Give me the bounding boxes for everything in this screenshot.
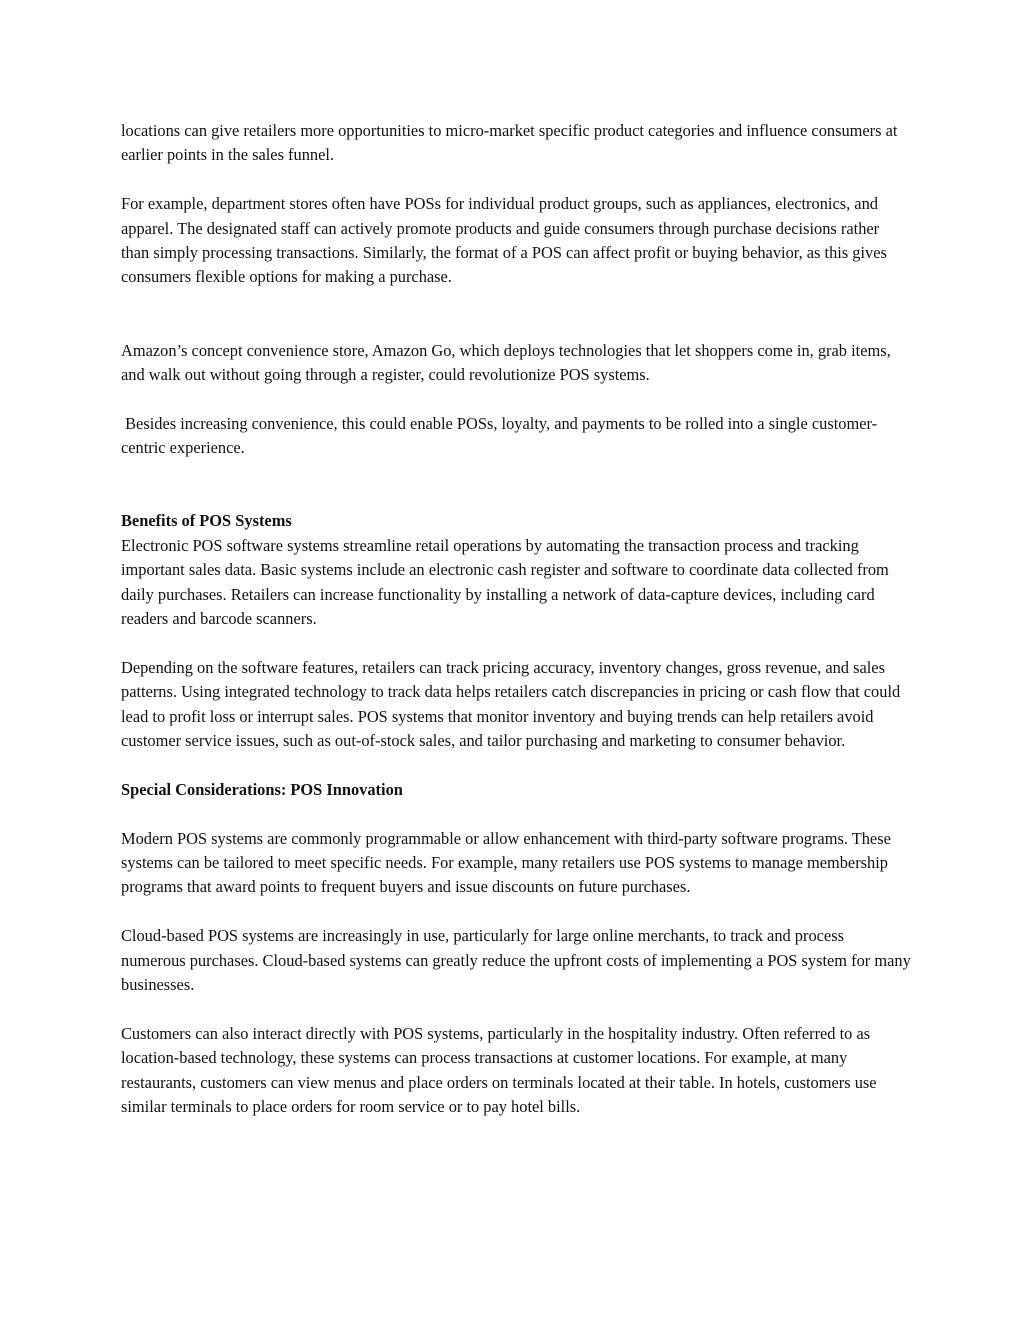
- paragraph-department-stores: For example, department stores often have POSs for individual product groups, such as appliances, electronics, and apparel. The designated staff can actively promote products and guide consumers through purchase decisions rather than simply processing transactions. Similarly, the format of a POS can affect profit or buying behavior, as this gives consumers flexible options for making a purchase.: [121, 194, 887, 287]
- paragraph-spacer: [121, 461, 911, 510]
- paragraph-locations: locations can give retailers more opportunities to micro-market specific product categories and influence consumers at earlier points in the sales funnel.: [121, 121, 898, 165]
- paragraph-amazon-go: Amazon’s concept convenience store, Amazon Go, which deploys technologies that let shoppers come in, grab items, and walk out without going through a register, could revolutionize POS systems.: [121, 340, 891, 385]
- paragraph-spacer: [121, 900, 911, 924]
- paragraph-spacer: [121, 802, 911, 826]
- paragraph-spacer: [121, 290, 911, 339]
- paragraph-software-features: Depending on the software features, retailers can track pricing accuracy, inventory changes, gross revenue, and sales patterns. Using integrated technology to track data helps retailers catch discrepancies in pricing or cash flow that could lead to profit loss or interrupt sales. POS systems that monitor inventory and buying trends can help retailers avoid customer service issues, such as out-of-stock sales, and tailor purchasing and marketing to consumer behavior.: [121, 657, 901, 751]
- paragraph-cloud-based: Cloud-based POS systems are increasingly in use, particularly for large online merchants, to track and process numerous purchases. Cloud-based systems can greatly reduce the upfront costs of implementing a POS system for many businesses.: [121, 926, 911, 995]
- paragraph-spacer: [121, 168, 911, 192]
- paragraph-electronic-pos: Electronic POS software systems streamline retail operations by automating the transaction process and tracking important sales data. Basic systems include an electronic cash register and software to coordinate data collected from daily purchases. Retailers can increase functionality by installing a network of data-capture devices, including card readers and barcode scanners.: [121, 535, 889, 629]
- paragraph-spacer: [121, 753, 911, 777]
- paragraph-convenience: Besides increasing convenience, this could enable POSs, loyalty, and payments to be rolled into a single customer-centric experience.: [121, 413, 878, 458]
- paragraph-spacer: [121, 387, 911, 411]
- paragraph-spacer: [121, 631, 911, 655]
- heading-benefits: Benefits of POS Systems: [121, 511, 292, 531]
- paragraph-modern-pos: Modern POS systems are commonly programmable or allow enhancement with third-party software programs. These systems can be tailored to meet specific needs. For example, many retailers use POS systems to manage membership programs that award points to frequent buyers and issue discounts on future purchases.: [121, 828, 891, 897]
- paragraph-spacer: [121, 998, 911, 1022]
- document-page: [121, 119, 911, 1120]
- heading-special-considerations: Special Considerations: POS Innovation: [121, 779, 403, 799]
- paragraph-hospitality: Customers can also interact directly with POS systems, particularly in the hospitality industry. Often referred to as location-based technology, these systems can process transactions at customer locations. For example, at many restaurants, customers can view menus and place orders on terminals located at their table. In hotels, customers use similar terminals to place orders for room service or to pay hotel bills.: [121, 1023, 877, 1117]
